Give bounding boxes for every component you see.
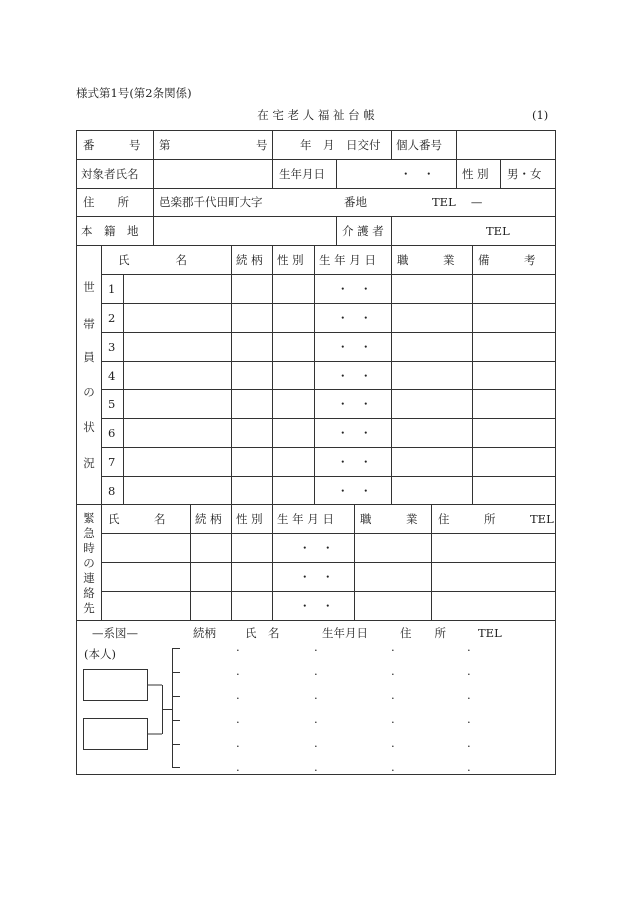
side-char: 状 xyxy=(83,420,95,434)
hh-header-job: 職 業 xyxy=(397,253,455,267)
em-dob-dots: ・ ・ xyxy=(299,570,334,584)
family-tree-dot: . xyxy=(314,640,318,654)
caregiver-tel: TEL xyxy=(486,224,510,238)
number-label: 番 号 xyxy=(83,138,141,152)
family-tree-dot: . xyxy=(391,712,395,726)
family-tree-dot: . xyxy=(314,664,318,678)
family-tree-dot: . xyxy=(391,760,395,774)
family-tree-dot: . xyxy=(467,640,471,654)
ft-header-dob: 生年月日 xyxy=(322,626,368,640)
sex-label: 性 別 xyxy=(462,167,489,181)
family-tree-dot: . xyxy=(236,688,240,702)
family-tree-dot: . xyxy=(467,760,471,774)
household-row-number: 5 xyxy=(108,397,116,411)
household-dob-dots: ・ ・ xyxy=(337,340,372,354)
em-header-tel: TEL xyxy=(530,512,554,526)
ft-header-address: 住 所 xyxy=(400,626,446,640)
em-dob-dots: ・ ・ xyxy=(299,599,334,613)
household-row-number: 8 xyxy=(108,484,116,498)
family-tree-dot: . xyxy=(314,760,318,774)
hh-header-remarks: 備 考 xyxy=(478,253,536,267)
family-tree-dot: . xyxy=(467,712,471,726)
household-row-number: 7 xyxy=(108,455,116,469)
household-row-number: 3 xyxy=(108,340,116,354)
family-tree-dot: . xyxy=(236,760,240,774)
em-dob-dots: ・ ・ xyxy=(299,541,334,555)
household-dob-dots: ・ ・ xyxy=(337,484,372,498)
address-banchi: 番地 xyxy=(344,195,367,209)
em-header-dob: 生 年 月 日 xyxy=(277,512,334,526)
dob-dots: ・ ・ xyxy=(400,167,435,181)
household-dob-dots: ・ ・ xyxy=(337,426,372,440)
em-header-relation: 続 柄 xyxy=(195,512,222,526)
family-tree-dot: . xyxy=(391,640,395,654)
caregiver-label: 介 護 者 xyxy=(342,224,384,238)
em-header-name: 氏 名 xyxy=(108,512,166,526)
form-number: 様式第1号(第2条関係) xyxy=(76,86,192,100)
family-tree-title: —系図— xyxy=(92,626,138,640)
side-char: 時 xyxy=(83,541,95,555)
household-row-number: 1 xyxy=(108,282,116,296)
family-tree-dot: . xyxy=(467,688,471,702)
household-dob-dots: ・ ・ xyxy=(337,282,372,296)
family-tree-dot: . xyxy=(314,688,318,702)
family-tree-dot: . xyxy=(391,736,395,750)
issue-date: 年 月 日交付 xyxy=(300,138,381,152)
hh-header-dob: 生 年 月 日 xyxy=(319,253,376,267)
sex-value: 男・女 xyxy=(507,167,542,181)
family-tree-dot: . xyxy=(467,664,471,678)
hh-header-sex: 性 別 xyxy=(277,253,304,267)
side-char: 先 xyxy=(83,601,95,615)
household-row-number: 2 xyxy=(108,311,116,325)
family-self-label: (本人) xyxy=(84,647,116,661)
family-tree-dot: . xyxy=(236,664,240,678)
family-tree-dot: . xyxy=(236,640,240,654)
em-header-sex: 性 別 xyxy=(236,512,263,526)
page-title: 在 宅 老 人 福 祉 台 帳 xyxy=(257,108,375,122)
side-char: の xyxy=(83,385,95,399)
page-number: (1) xyxy=(532,108,549,122)
household-dob-dots: ・ ・ xyxy=(337,455,372,469)
ft-header-tel: TEL xyxy=(478,626,502,640)
domicile-label: 本 籍 地 xyxy=(81,224,139,238)
side-char: 急 xyxy=(83,526,95,540)
em-header-address: 住 所 xyxy=(438,512,496,526)
ft-header-relation: 続柄 xyxy=(193,626,216,640)
subject-name-label: 対象者氏名 xyxy=(81,167,139,181)
household-dob-dots: ・ ・ xyxy=(337,397,372,411)
dob-label: 生年月日 xyxy=(279,167,325,181)
household-row-number: 4 xyxy=(108,369,116,383)
personal-number-label: 個人番号 xyxy=(396,138,442,152)
address-tel: TEL — xyxy=(432,195,483,209)
family-tree-dot: . xyxy=(314,712,318,726)
side-char: 緊 xyxy=(83,511,95,525)
family-tree-dot: . xyxy=(391,688,395,702)
number-gou: 号 xyxy=(256,138,268,152)
household-dob-dots: ・ ・ xyxy=(337,311,372,325)
family-tree-dot: . xyxy=(467,736,471,750)
side-char: 世 xyxy=(83,280,95,294)
family-tree-dot: . xyxy=(236,712,240,726)
side-char: 連 xyxy=(83,571,95,585)
family-tree-dot: . xyxy=(314,736,318,750)
hh-header-name: 氏 名 xyxy=(118,253,187,267)
hh-header-relation: 続 柄 xyxy=(236,253,263,267)
family-box-self xyxy=(84,670,148,701)
family-box-spouse xyxy=(84,719,148,750)
ft-header-name: 氏 名 xyxy=(245,626,280,640)
side-char: 員 xyxy=(83,350,95,364)
side-char: の xyxy=(83,556,95,570)
household-row-number: 6 xyxy=(108,426,116,440)
side-char: 況 xyxy=(83,456,95,470)
family-tree-dot: . xyxy=(236,736,240,750)
side-char: 絡 xyxy=(83,586,95,600)
address-label: 住 所 xyxy=(83,195,129,209)
family-tree-dot: . xyxy=(391,664,395,678)
number-dai: 第 xyxy=(159,138,171,152)
address-value: 邑楽郡千代田町大字 xyxy=(159,195,263,209)
household-dob-dots: ・ ・ xyxy=(337,369,372,383)
side-char: 帯 xyxy=(83,317,95,331)
em-header-job: 職 業 xyxy=(360,512,418,526)
